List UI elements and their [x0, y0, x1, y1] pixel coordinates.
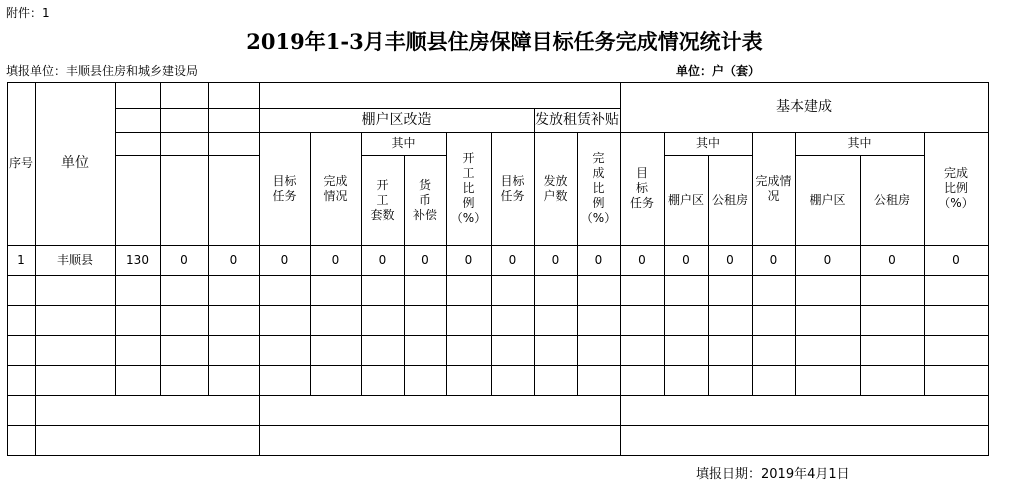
header-of-which: 其中	[391, 136, 416, 150]
table-cell: 0	[952, 252, 960, 267]
table-cell: 0	[594, 252, 603, 267]
table-rule	[115, 155, 260, 156]
unit-label: 单位：户（套）	[676, 64, 761, 78]
table-cell: 130	[126, 252, 149, 267]
header-subsidy-households: 发放 户数	[543, 173, 568, 203]
header-rent-subsidy: 发放租赁补贴	[535, 111, 619, 128]
table-rule	[115, 132, 260, 133]
page-title: 2019年1-3月丰顺县住房保障目标任务完成情况统计表	[246, 29, 763, 54]
table-rule	[7, 305, 989, 306]
table-rule	[7, 335, 989, 336]
table-rule	[160, 82, 161, 396]
table-rule	[7, 275, 989, 276]
header-target: 目标 任务	[272, 173, 297, 203]
table-cell: 0	[682, 252, 690, 267]
header-start-sets: 开 工 套数	[370, 177, 395, 222]
table-rule	[7, 455, 989, 456]
header-shanty-area: 棚户区	[667, 192, 704, 207]
header-subsidy-target: 目标 任务	[500, 173, 525, 203]
table-rule	[7, 365, 989, 366]
table-rule	[115, 82, 116, 396]
table-cell: 0	[180, 252, 188, 267]
table-rule	[115, 108, 260, 109]
attachment-label: 附件：1	[6, 6, 50, 20]
table-cell: 0	[769, 252, 778, 267]
table-cell: 1	[17, 252, 25, 267]
header-basic-completion: 基本建成	[776, 98, 832, 115]
table-cell: 0	[421, 252, 429, 267]
filing-date: 填报日期：2019年4月1日	[696, 467, 850, 482]
table-cell: 0	[229, 252, 238, 267]
table-cell: 0	[823, 252, 832, 267]
table-cell: 0	[888, 252, 896, 267]
table-rule	[988, 82, 989, 456]
header-currency: 货 币 补偿	[412, 177, 437, 222]
table-rule	[208, 82, 209, 396]
table-cell: 丰顺县	[56, 252, 93, 267]
filing-unit: 填报单位：丰顺县住房和城乡建设局	[6, 64, 199, 78]
table-cell: 0	[508, 252, 517, 267]
header-subsidy-ratio: 完 成 比 例 （%）	[580, 151, 617, 225]
header-of-which: 其中	[847, 136, 872, 150]
header-seq: 序号	[8, 156, 33, 170]
header-of-which: 其中	[695, 136, 720, 150]
table-cell: 0	[638, 252, 646, 267]
header-public-rent: 公租房	[711, 192, 748, 207]
header-basic-target: 目 标 任务	[629, 166, 654, 210]
header-done: 完成 情况	[323, 173, 348, 203]
header-shanty-reform: 棚户区改造	[361, 111, 432, 128]
header-basic-ratio: 完成 比例 （%）	[938, 166, 974, 210]
table-rule	[7, 425, 989, 426]
table-rule	[7, 395, 989, 396]
header-basic-done: 完成情 况	[755, 173, 792, 203]
table-cell: 0	[551, 252, 560, 267]
table-cell: 0	[378, 252, 387, 267]
table-cell: 0	[280, 252, 289, 267]
header-start-ratio: 开 工 比 例 （%）	[450, 151, 487, 225]
header-public-rent: 公租房	[873, 192, 910, 207]
table-cell: 0	[331, 252, 340, 267]
table-cell: 0	[726, 252, 734, 267]
header-shanty-area: 棚户区	[809, 192, 846, 207]
header-unit: 单位	[61, 155, 89, 171]
table-cell: 0	[464, 252, 473, 267]
